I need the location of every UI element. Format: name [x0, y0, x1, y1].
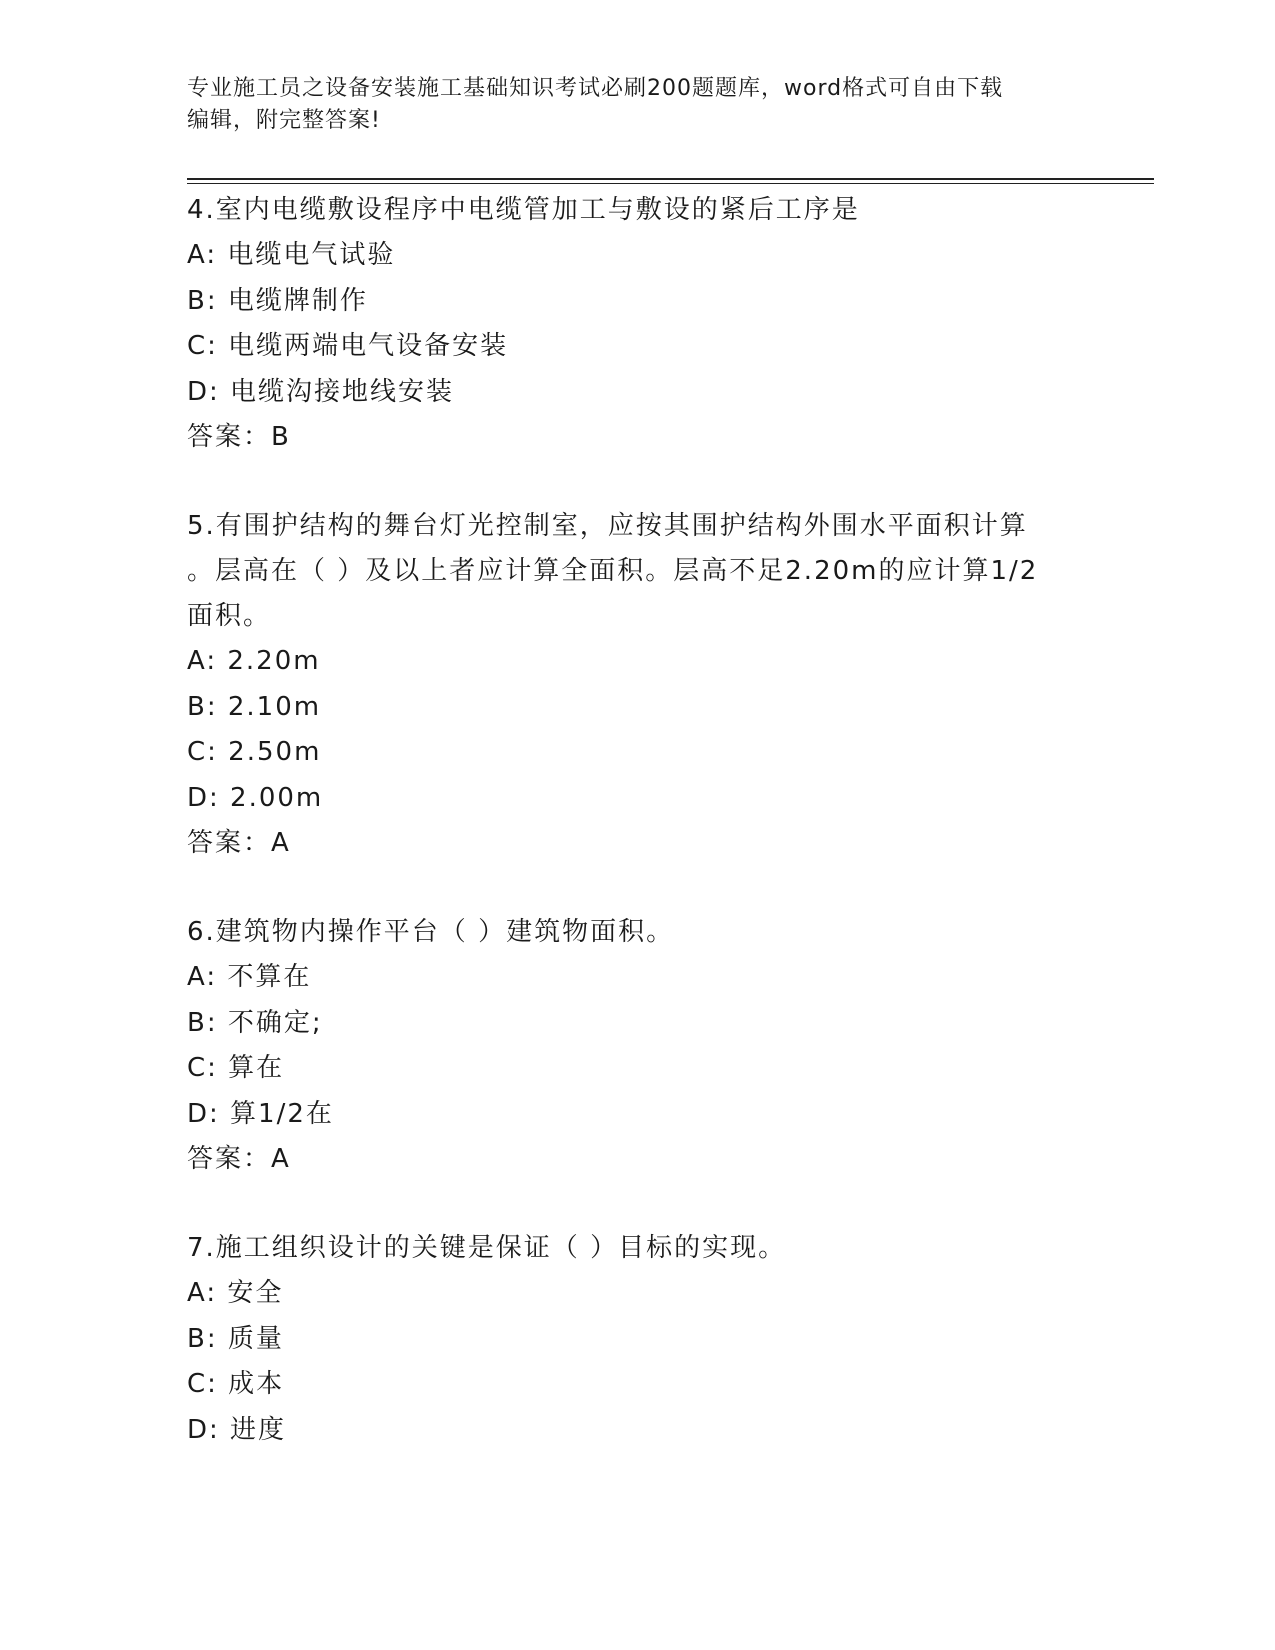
- option-b: B: 电缆牌制作: [187, 285, 368, 316]
- answer: 答案：B: [187, 422, 291, 452]
- header-line-1: 专业施工员之设备安装施工基础知识考试必刷200题题库，word格式可自由下载: [187, 76, 1004, 101]
- question-list: [187, 188, 1087, 1497]
- question-stem: 6.建筑物内操作平台（ ）建筑物面积。: [187, 917, 675, 947]
- header-divider-thin: [187, 183, 1154, 184]
- header-divider-thick: [187, 178, 1154, 180]
- question-stem-line-2: 。层高在（ ）及以上者应计算全面积。层高不足2.20m的应计算1/2: [187, 556, 1039, 586]
- question-5: [187, 504, 1087, 866]
- answer: 答案：A: [187, 828, 291, 858]
- option-a: A: 电缆电气试验: [187, 240, 396, 270]
- option-c: C: 算在: [187, 1053, 285, 1083]
- question-stem-line-1: 5.有围护结构的舞台灯光控制室，应按其围护结构外围水平面积计算: [187, 511, 1028, 541]
- option-a: A: 不算在: [187, 962, 312, 992]
- option-b: B: 2.10m: [187, 691, 322, 722]
- question-6: [187, 910, 1087, 1182]
- option-d: D: 算1/2在: [187, 1098, 334, 1129]
- question-4: [187, 188, 1087, 460]
- option-b: B: 质量: [187, 1323, 284, 1354]
- answer: 答案：A: [187, 1144, 291, 1174]
- option-d: D: 电缆沟接地线安装: [187, 376, 455, 407]
- header-line-2: 编辑，附完整答案!: [187, 108, 381, 133]
- option-a: A: 2.20m: [187, 646, 321, 676]
- question-stem-line-3: 面积。: [187, 601, 272, 631]
- question-stem: 7.施工组织设计的关键是保证（ ）目标的实现。: [187, 1233, 787, 1263]
- option-b: B: 不确定;: [187, 1007, 323, 1038]
- option-c: C: 成本: [187, 1369, 285, 1399]
- document-header: [187, 73, 1067, 137]
- option-c: C: 2.50m: [187, 737, 322, 767]
- question-stem: 4.室内电缆敷设程序中电缆管加工与敷设的紧后工序是: [187, 195, 860, 225]
- option-d: D: 2.00m: [187, 782, 324, 813]
- option-a: A: 安全: [187, 1278, 284, 1308]
- option-c: C: 电缆两端电气设备安装: [187, 331, 509, 361]
- question-7: [187, 1226, 1087, 1453]
- option-d: D: 进度: [187, 1414, 287, 1445]
